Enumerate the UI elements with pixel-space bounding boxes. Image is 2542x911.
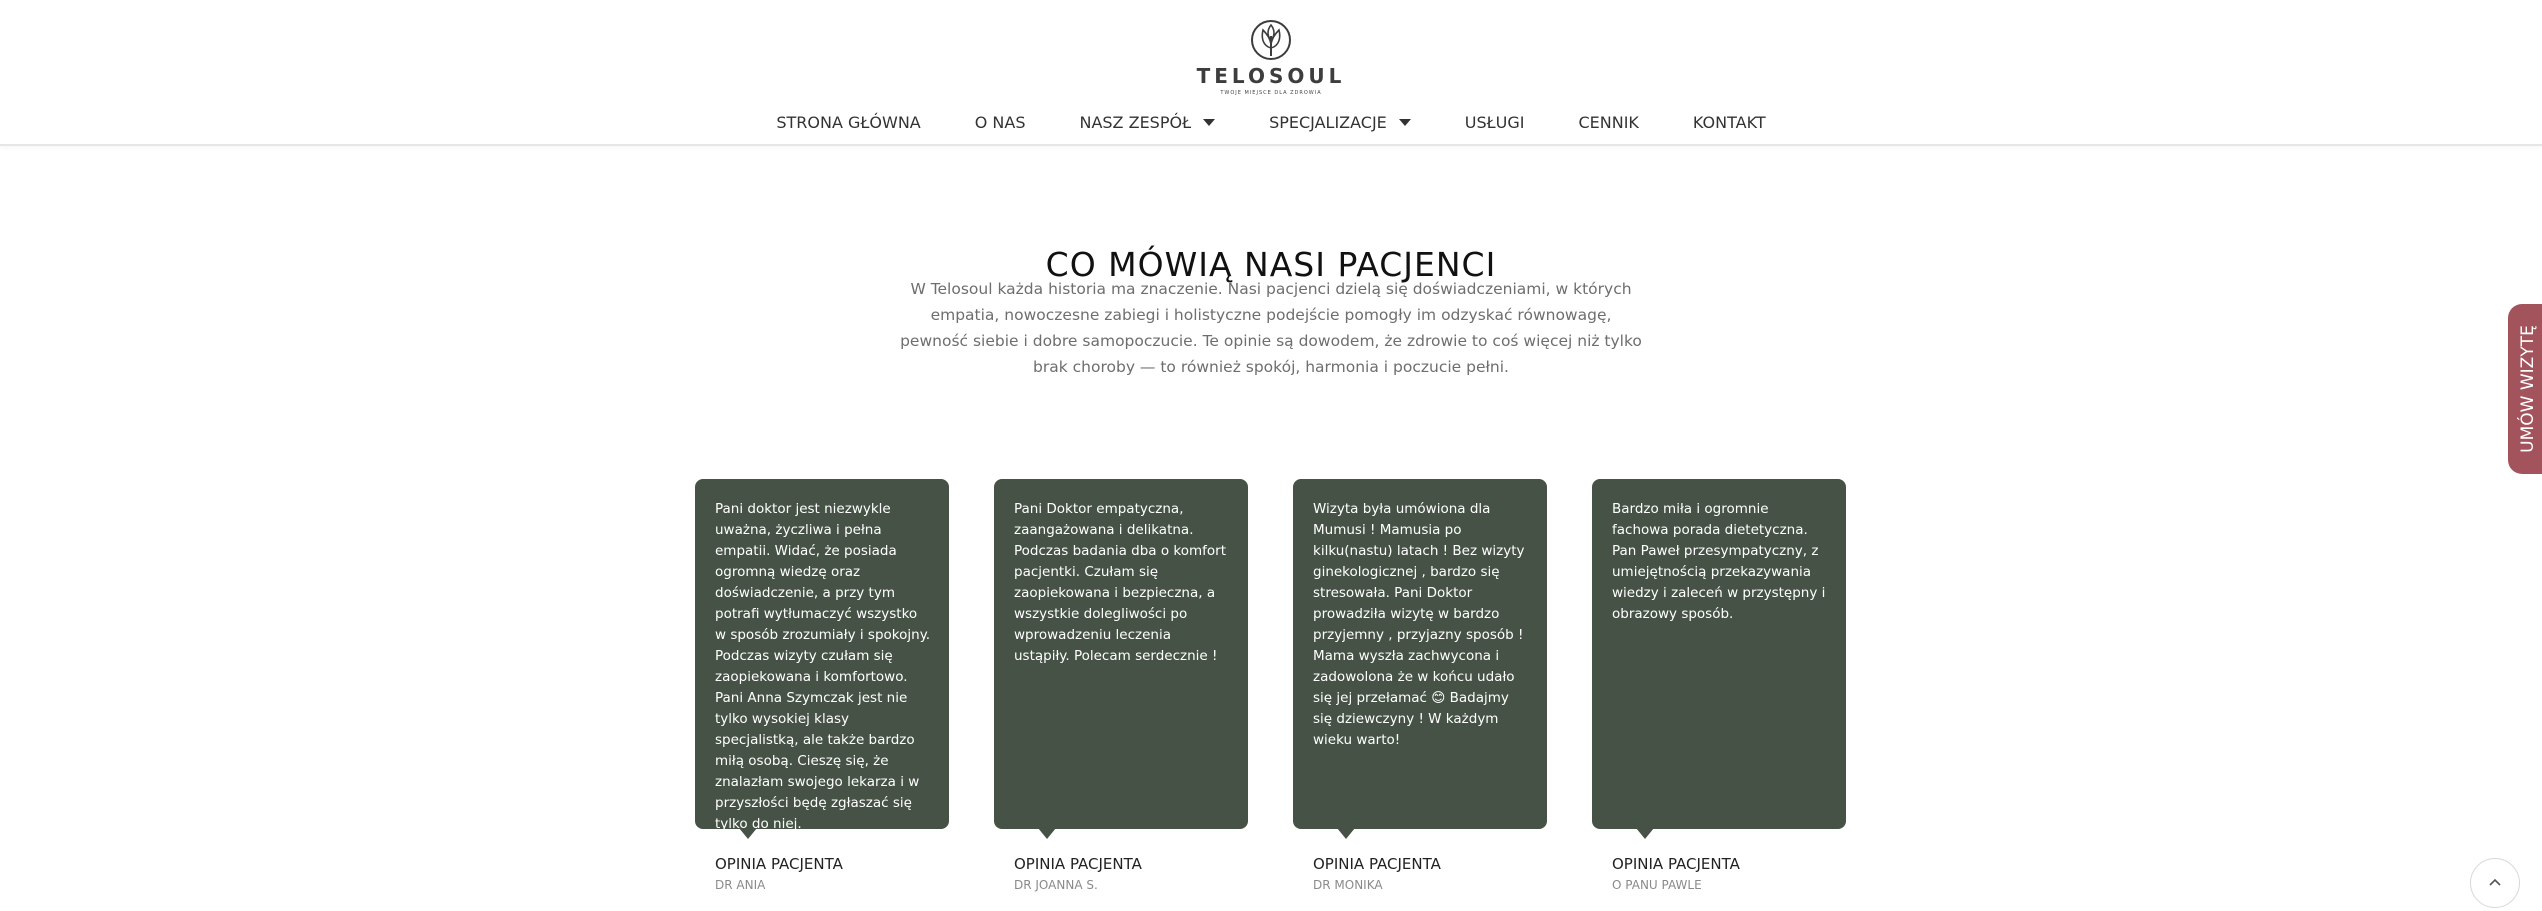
testimonial-text: Bardzo miła i ogromnie fachowa porada dietetyczna. Pan Paweł przesympatyczny, z umiejętnością przekazywania wiedzy i zaleceń w przystępny i obrazowy sposób. (1612, 501, 1826, 622)
nav-label: KONTAKT (1692, 112, 1766, 132)
speech-tail (1636, 828, 1654, 839)
testimonial-card (1293, 479, 1547, 829)
testimonial-author: DR JOANNA S. (1014, 878, 1098, 892)
nav-item-services[interactable] (1465, 113, 1525, 132)
section-title: CO MÓWIĄ NASI PACJENCI (1045, 245, 1497, 285)
site-logo[interactable] (1195, 18, 1347, 98)
tree-circle-icon (1249, 18, 1293, 62)
speech-tail (1038, 828, 1056, 839)
caret-down-icon (1203, 119, 1215, 126)
site-header (0, 0, 2542, 146)
nav-label: NASZ ZESPÓŁ (1079, 112, 1192, 132)
nav-item-contact[interactable] (1693, 113, 1766, 132)
testimonial-label: OPINIA PACJENTA (1313, 855, 1441, 873)
testimonial-label: OPINIA PACJENTA (1014, 855, 1142, 873)
speech-tail (1337, 828, 1355, 839)
speech-tail (739, 828, 757, 839)
testimonial-card (994, 479, 1248, 829)
testimonial-card (695, 479, 949, 832)
caret-down-icon (1399, 119, 1411, 126)
nav-label: O NAS (974, 112, 1026, 132)
nav-item-pricing[interactable] (1578, 113, 1638, 132)
testimonial-author: DR ANIA (715, 878, 766, 892)
testimonial-text: Pani doktor jest niezwykle uważna, życzliwa i pełna empatii. Widać, że posiada ogromną wiedzę oraz doświadczenie, a przy tym potrafi wytłumaczyć wszystko w sposób zrozumiały i spokojny. Podczas wizyty czułam się zaopiekowana i komfortowo. Pani Anna Szymczak jest nie tylko wysokiej klasy specjalistką, ale także bardzo miłą osobą. Cieszę się, że znalazłam swojego lekarza i w przyszłości będę zgłaszać się tylko do niej. (715, 501, 931, 832)
section-intro: W Telosoul każda historia ma znaczenie. Nasi pacjenci dzielą się doświadczeniami, w których empatia, nowoczesne zabiegi i holistyczne podejście pomogły im odzyskać równowagę, pewność siebie i dobre samopoczucie. Te opinie są dowodem, że zdrowie to coś więcej niż tylko brak choroby — to również spokój, harmonia i poczucie pełni. (900, 280, 1642, 376)
testimonial-text: Pani Doktor empatyczna, zaangażowana i delikatna. Podczas badania dba o komfort pacjentki. Czułam się zaopiekowana i bezpieczna, a wszystkie dolegliwości po wprowadzeniu leczenia ustąpiły. Polecam serdecznie ! (1014, 501, 1227, 664)
nav-label: STRONA GŁÓWNA (776, 112, 921, 132)
brand-name: TELOSOUL (1196, 64, 1346, 88)
testimonial-author: DR MONIKA (1313, 878, 1383, 892)
nav-label: CENNIK (1578, 112, 1639, 132)
main-nav (0, 110, 2542, 134)
testimonial-author: O PANU PAWLE (1612, 878, 1702, 892)
testimonial-label: OPINIA PACJENTA (1612, 855, 1740, 873)
testimonial-label: OPINIA PACJENTA (715, 855, 843, 873)
nav-item-about[interactable] (975, 113, 1026, 132)
book-visit-label: UMÓW WIZYTĘ (2518, 325, 2538, 453)
nav-label: SPECJALIZACJE (1269, 112, 1387, 132)
nav-item-specializations[interactable] (1269, 113, 1411, 132)
chevron-up-icon (2486, 874, 2504, 892)
nav-label: USŁUGI (1464, 112, 1525, 132)
testimonial-card (1592, 479, 1846, 829)
testimonial-text: Wizyta była umówiona dla Mumusi ! Mamusia po kilku(nastu) latach ! Bez wizyty ginekologicznej , bardzo się stresowała. Pani Doktor prowadziła wizytę w bardzo przyjemny , przyjazny sposób ! Mama wyszła zachwycona i zadowolona że w końcu udało się jej przełamać 😊 Badajmy się dziewczyny ! W każdym wieku warto! (1313, 501, 1525, 748)
brand-tagline: TWOJE MIEJSCE DLA ZDROWIA (1220, 90, 1322, 96)
nav-item-home[interactable] (776, 113, 920, 132)
book-visit-tab[interactable] (2508, 304, 2542, 474)
scroll-top-button[interactable] (2470, 858, 2520, 908)
nav-item-team[interactable] (1079, 113, 1215, 132)
